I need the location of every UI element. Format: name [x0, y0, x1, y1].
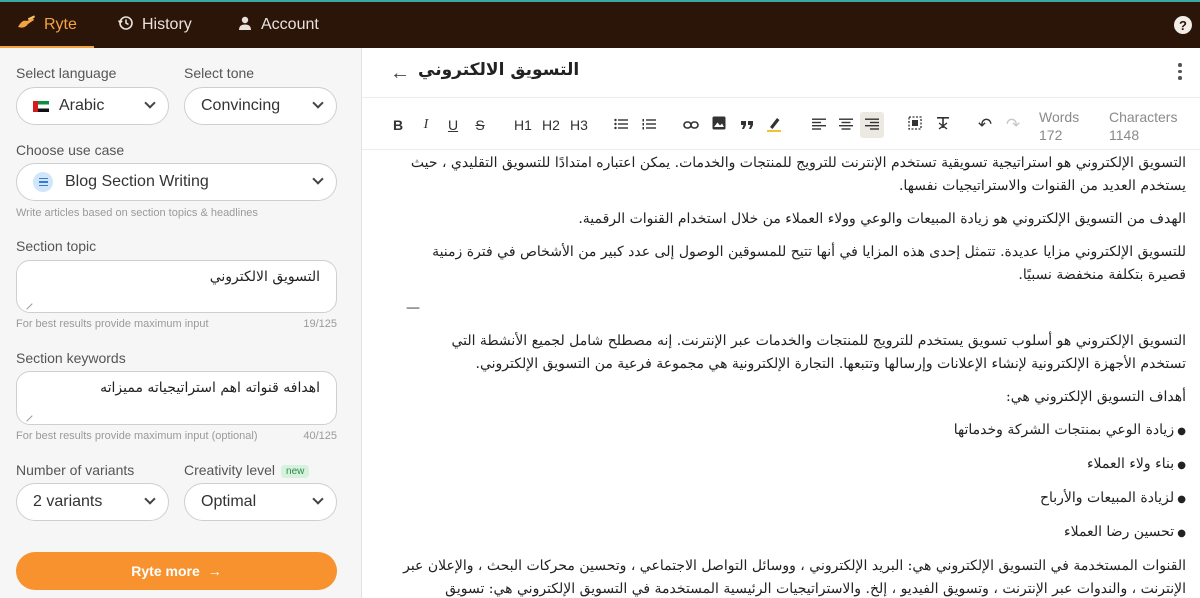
ryte-more-label: Ryte more: [131, 563, 200, 579]
topic-help: For best results provide maximum input: [16, 318, 209, 330]
quote-icon[interactable]: [739, 116, 755, 134]
list-item: ● بناء ولاء العملاء: [402, 453, 1186, 477]
list-item: ● زيادة الوعي بمنتجات الشركة وخدماتها: [402, 419, 1186, 443]
topic-value: التسويق الالكتروني: [209, 269, 320, 285]
link-icon[interactable]: [683, 116, 699, 134]
language-value: Arabic: [59, 97, 105, 114]
characters-label: Characters: [1109, 109, 1178, 125]
ryte-more-button[interactable]: [16, 552, 337, 590]
paragraph: الهدف من التسويق الإلكتروني هو زيادة المبيعات والوعي وولاء العملاء من خلال استخدام القنوات الرقمية.: [578, 211, 1186, 227]
tab-ryte[interactable]: [0, 2, 94, 48]
words-label: Words: [1039, 109, 1080, 125]
variants-label: Number of variants: [16, 462, 135, 478]
characters-value: 1148: [1109, 127, 1140, 143]
word-count: [1039, 108, 1079, 144]
chevron-down-icon: [312, 173, 323, 184]
use-case-value: Blog Section Writing: [65, 173, 209, 190]
keywords-value: اهدافه قنواته اهم استراتيجياته مميزاته: [100, 380, 320, 396]
topic-counter: 19/125: [303, 318, 337, 330]
highlight-pen-icon[interactable]: [766, 116, 782, 134]
list-item: ● لزيادة المبيعات والأرباح: [402, 487, 1186, 511]
arrow-right-icon: →: [207, 563, 222, 579]
resize-handle-icon[interactable]: [21, 410, 32, 421]
chevron-down-icon: [312, 97, 323, 108]
creativity-value: Optimal: [201, 493, 257, 510]
bold-button[interactable]: B: [392, 117, 404, 133]
bullet-list-icon[interactable]: [613, 116, 629, 134]
h3-button[interactable]: H3: [570, 117, 588, 133]
document-icon: [33, 172, 53, 192]
back-arrow-icon[interactable]: ←: [390, 62, 410, 84]
sidebar-form: [0, 48, 362, 598]
italic-button[interactable]: I: [423, 117, 429, 132]
variants-select[interactable]: [16, 483, 169, 521]
document-title[interactable]: التسويق الالكتروني: [418, 60, 580, 80]
chevron-down-icon: [144, 97, 155, 108]
chevron-down-icon: [144, 493, 155, 504]
image-icon[interactable]: [711, 116, 727, 134]
top-nav-bar: [0, 0, 1200, 48]
editor-panel: [362, 48, 1200, 598]
variants-value: 2 variants: [33, 493, 103, 510]
h2-button[interactable]: H2: [542, 117, 560, 133]
use-case-help: Write articles based on section topics & headlines: [16, 207, 258, 219]
tab-history[interactable]: [118, 2, 192, 48]
topic-textarea[interactable]: [16, 260, 337, 313]
tab-ryte-label: Ryte: [44, 16, 77, 33]
select-all-icon[interactable]: [907, 116, 923, 134]
paragraph: التسويق الإلكتروني هو أسلوب تسويق يستخدم للترويج للمنتجات والخدمات عبر الإنترنت. إنه مصطلح شامل لجميع الأنشطة التي تستخدم الأجهزة الإلكترونية لإنشاء الإعلانات وإرسالها وتتبعها. التجارة الإلكترونية هي مجموعة فرعية من التسويق الإلكتروني.: [451, 333, 1186, 372]
paragraph: التسويق الإلكتروني هو استراتيجية تسويقية تستخدم الإنترنت للترويج للمنتجات والخدمات. يمكن اعتباره امتدادًا للتسويق التقليدي ، حيث يستخدم العديد من القنوات والاستراتيجيات نفسها.: [410, 155, 1186, 194]
tone-value: Convincing: [201, 97, 281, 114]
history-icon: [118, 15, 134, 36]
creativity-select[interactable]: [184, 483, 337, 521]
user-icon: [237, 15, 253, 36]
clear-format-icon[interactable]: [935, 116, 951, 134]
align-right-icon[interactable]: [860, 112, 884, 138]
keywords-textarea[interactable]: [16, 371, 337, 425]
formatting-toolbar: [362, 98, 1200, 150]
language-label: Select language: [16, 65, 117, 81]
keywords-help: For best results provide maximum input (optional): [16, 430, 258, 442]
align-left-icon[interactable]: [811, 116, 827, 134]
tone-select[interactable]: [184, 87, 337, 125]
document-header: [362, 48, 1200, 98]
topic-label: Section topic: [16, 238, 97, 254]
words-value: 172: [1039, 127, 1063, 143]
tone-label: Select tone: [184, 65, 255, 81]
goals-list: [402, 419, 1186, 545]
numbered-list-icon[interactable]: [641, 116, 657, 134]
creativity-label: [184, 462, 309, 478]
paragraph: أهداف التسويق الإلكتروني هي:: [1006, 389, 1186, 405]
tab-account-label: Account: [261, 16, 319, 33]
help-icon[interactable]: ?: [1174, 16, 1192, 34]
undo-icon[interactable]: ↶: [977, 115, 993, 134]
editor-content[interactable]: [402, 152, 1186, 598]
character-count: [1109, 108, 1177, 144]
hand-writing-icon: [16, 15, 36, 36]
paragraph: القنوات المستخدمة في التسويق الإلكتروني هي: البريد الإلكتروني ، ووسائل التواصل الاجتماعي ، وتحسين محركات البحث ، والإعلان عبر الإنترنت ، والندوات عبر الإنترنت ، وتسويق الفيديو ، إلخ. والاستراتيجيات الرئيسية المستخدمة في التسويق الإلكتروني هي: تسويق: [403, 558, 1186, 597]
language-select[interactable]: [16, 87, 169, 125]
uae-flag-icon: [33, 101, 49, 112]
paragraph: للتسويق الإلكتروني مزايا عديدة. تتمثل إحدى هذه المزايا في أنها تتيح للمسوقين الوصول إلى عدد كبير من الأشخاص في فترة زمنية قصيرة بتكلفة منخفضة نسبيًا.: [432, 244, 1186, 283]
keywords-label: Section keywords: [16, 350, 126, 366]
use-case-select[interactable]: [16, 163, 337, 201]
list-item: ● تحسين رضا العملاء: [402, 521, 1186, 545]
tab-account[interactable]: [237, 2, 319, 48]
keywords-counter: 40/125: [303, 430, 337, 442]
underline-button[interactable]: U: [447, 117, 459, 133]
redo-icon[interactable]: ↷: [1005, 115, 1021, 134]
tab-history-label: History: [142, 16, 192, 33]
variant-separator: —: [406, 300, 420, 316]
use-case-label: Choose use case: [16, 142, 125, 158]
new-badge: new: [281, 465, 309, 478]
strikethrough-button[interactable]: S: [475, 117, 485, 133]
more-options-icon[interactable]: [1178, 63, 1182, 80]
align-center-icon[interactable]: [838, 116, 854, 134]
creativity-label-text: Creativity level: [184, 462, 276, 478]
resize-handle-icon[interactable]: [21, 298, 32, 309]
h1-button[interactable]: H1: [514, 117, 532, 133]
chevron-down-icon: [312, 493, 323, 504]
